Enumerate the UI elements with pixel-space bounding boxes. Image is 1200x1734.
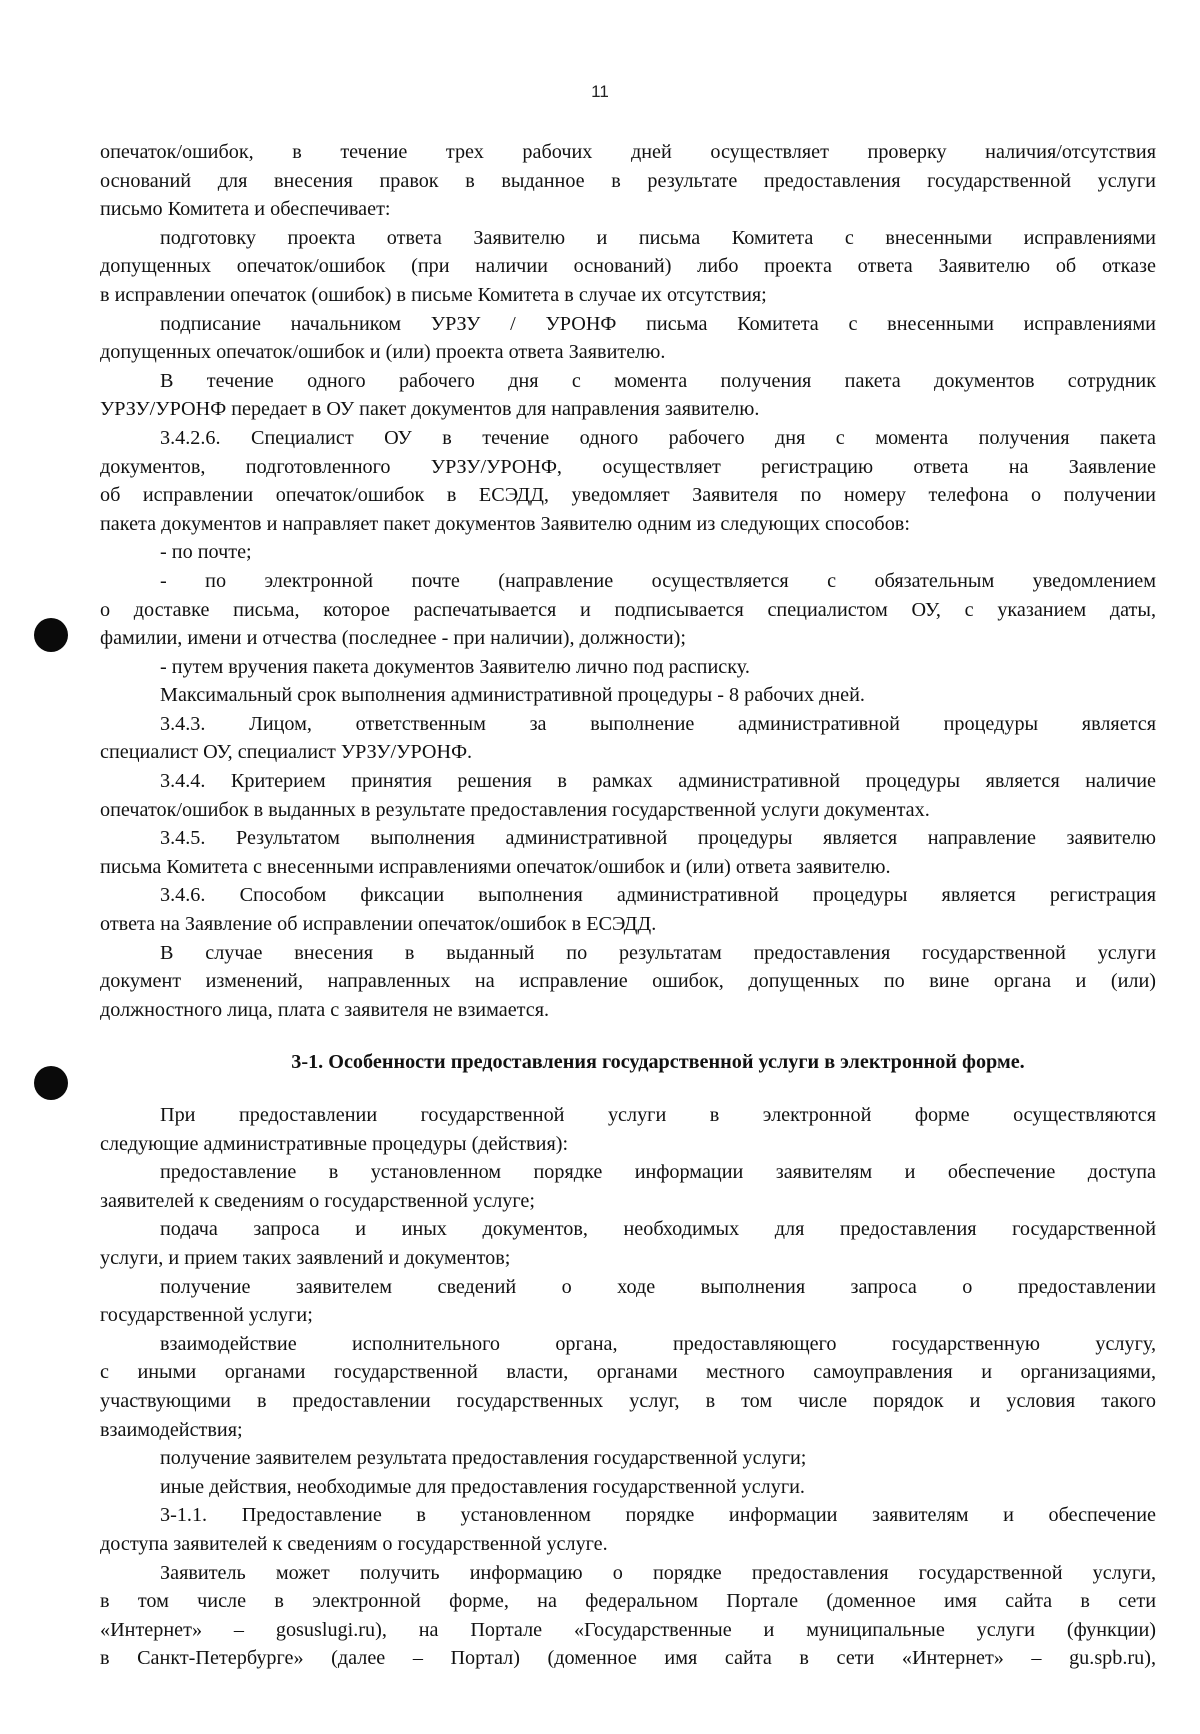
text-line: взаимодействие исполнительного органа, предоставляющего государственную услугу,	[160, 1332, 1156, 1355]
text-line: 3.4.2.6. Специалист ОУ в течение одного рабочего дня с момента получения пакета	[160, 426, 1156, 449]
text-line: подача запроса и иных документов, необходимых для предоставления государственной	[160, 1218, 1156, 1241]
text-line: специалист ОУ, специалист УРЗУ/УРОНФ.	[100, 741, 473, 764]
text-line: опечаток/ошибок в выданных в результате предоставления государственной услуги документах.	[100, 798, 930, 821]
text-line: государственной услуги;	[100, 1304, 313, 1327]
text-line: - путем вручения пакета документов Заявителю лично под расписку.	[160, 655, 750, 678]
text-line: услуги, и прием таких заявлений и документов;	[100, 1246, 511, 1269]
text-line: При предоставлении государственной услуги в электронной форме осуществляются	[160, 1104, 1156, 1126]
text-line: должностного лица, плата с заявителя не взимается.	[100, 998, 550, 1021]
text-line: в исправлении опечаток (ошибок) в письме Комитета в случае их отсутствия;	[100, 283, 767, 306]
text-line: Заявитель может получить информацию о порядке предоставления государственной услуги,	[160, 1561, 1156, 1584]
text-line: фамилии, имени и отчества (последнее - при наличии), должности);	[100, 627, 686, 650]
text-line: 3.4.3. Лицом, ответственным за выполнение административной процедуры является	[160, 712, 1156, 735]
punch-hole-lower	[34, 1066, 68, 1100]
text-line: 3.4.6. Способом фиксации выполнения административной процедуры является регистрация	[160, 884, 1156, 907]
text-line: 3-1.1. Предоставление в установленном порядке информации заявителям и обеспечение	[160, 1504, 1156, 1527]
text-line: получение заявителем сведений о ходе выполнения запроса о предоставлении	[160, 1275, 1156, 1298]
text-line: получение заявителем результата предоставления государственной услуги;	[160, 1447, 807, 1470]
text-line: письма Комитета с внесенными исправлениями опечаток/ошибок и (или) ответа заявителю.	[100, 855, 891, 878]
text-line: ответа на Заявление об исправлении опечаток/ошибок в ЕСЭДД.	[100, 913, 657, 936]
text-line: в том числе в электронной форме, на федеральном Портале (доменное имя сайта в сети	[100, 1590, 1156, 1613]
text-line: о доставке письма, которое распечатывается и подписывается специалистом ОУ, с указанием даты,	[100, 598, 1156, 621]
punch-hole-upper	[34, 618, 68, 652]
text-line: об исправлении опечаток/ошибок в ЕСЭДД, уведомляет Заявителя по номеру телефона о получении	[100, 484, 1156, 507]
text-line: В случае внесения в выданный по результатам предоставления государственной услуги	[160, 941, 1156, 964]
text-line: допущенных опечаток/ошибок и (или) проекта ответа Заявителю.	[100, 341, 666, 364]
text-line: 3.4.4. Критерием принятия решения в рамках административной процедуры является наличие	[160, 770, 1156, 793]
text-line: «Интернет» – gosuslugi.ru), на Портале «Государственные и муниципальные услуги (функции)	[100, 1618, 1156, 1641]
text-line: подписание начальником УРЗУ / УРОНФ письма Комитета с внесенными исправлениями	[160, 312, 1156, 335]
text-line: - по электронной почте (направление осуществляется с обязательным уведомлением	[160, 569, 1156, 592]
text-line: заявителей к сведениям о государственной услуге;	[100, 1189, 535, 1212]
text-line: документов, подготовленного УРЗУ/УРОНФ, осуществляет регистрацию ответа на Заявление	[100, 455, 1156, 478]
text-line: Максимальный срок выполнения административной процедуры - 8 рабочих дней.	[160, 684, 865, 707]
text-line: документ изменений, направленных на исправление ошибок, допущенных по вине органа и (или)	[100, 970, 1156, 993]
text-line: в Санкт-Петербурге» (далее – Портал) (доменное имя сайта в сети «Интернет» – gu.spb.ru),	[100, 1647, 1156, 1670]
text-line: 3.4.5. Результатом выполнения административной процедуры является направление заявителю	[160, 827, 1156, 850]
text-line: иные действия, необходимые для предоставления государственной услуги.	[160, 1475, 805, 1498]
text-line: взаимодействия;	[100, 1418, 243, 1441]
text-line: - по почте;	[160, 541, 252, 564]
text-line: подготовку проекта ответа Заявителю и письма Комитета с внесенными исправлениями	[160, 226, 1156, 249]
text-line: письмо Комитета и обеспечивает:	[100, 198, 391, 221]
text-line: допущенных опечаток/ошибок (при наличии оснований) либо проекта ответа Заявителю об отказе	[100, 255, 1156, 278]
section-heading: 3-1. Особенности предоставления государственной услуги в электронной форме.	[291, 1051, 1025, 1074]
text-line: оснований для внесения правок в выданное в результате предоставления государственной услуги	[100, 169, 1156, 192]
text-line: участвующими в предоставлении государственных услуг, в том числе порядок и условия такого	[100, 1389, 1156, 1412]
text-line: УРЗУ/УРОНФ передает в ОУ пакет документов для направления заявителю.	[100, 398, 760, 421]
document-body	[100, 138, 1156, 1673]
text-line: предоставление в установленном порядке информации заявителям и обеспечение доступа	[160, 1161, 1156, 1184]
page-number: 11	[591, 82, 609, 101]
text-line: доступа заявителей к сведениям о государственной услуге.	[100, 1532, 608, 1555]
text-line: В течение одного рабочего дня с момента получения пакета документов сотрудник	[160, 369, 1156, 392]
text-line: пакета документов и направляет пакет документов Заявителю одним из следующих способов:	[100, 512, 910, 535]
text-line: опечаток/ошибок, в течение трех рабочих дней осуществляет проверку наличия/отсутствия	[100, 141, 1156, 163]
text-line: следующие административные процедуры (действия):	[100, 1132, 569, 1155]
text-line: с иными органами государственной власти, органами местного самоуправления и организациями,	[100, 1361, 1156, 1384]
